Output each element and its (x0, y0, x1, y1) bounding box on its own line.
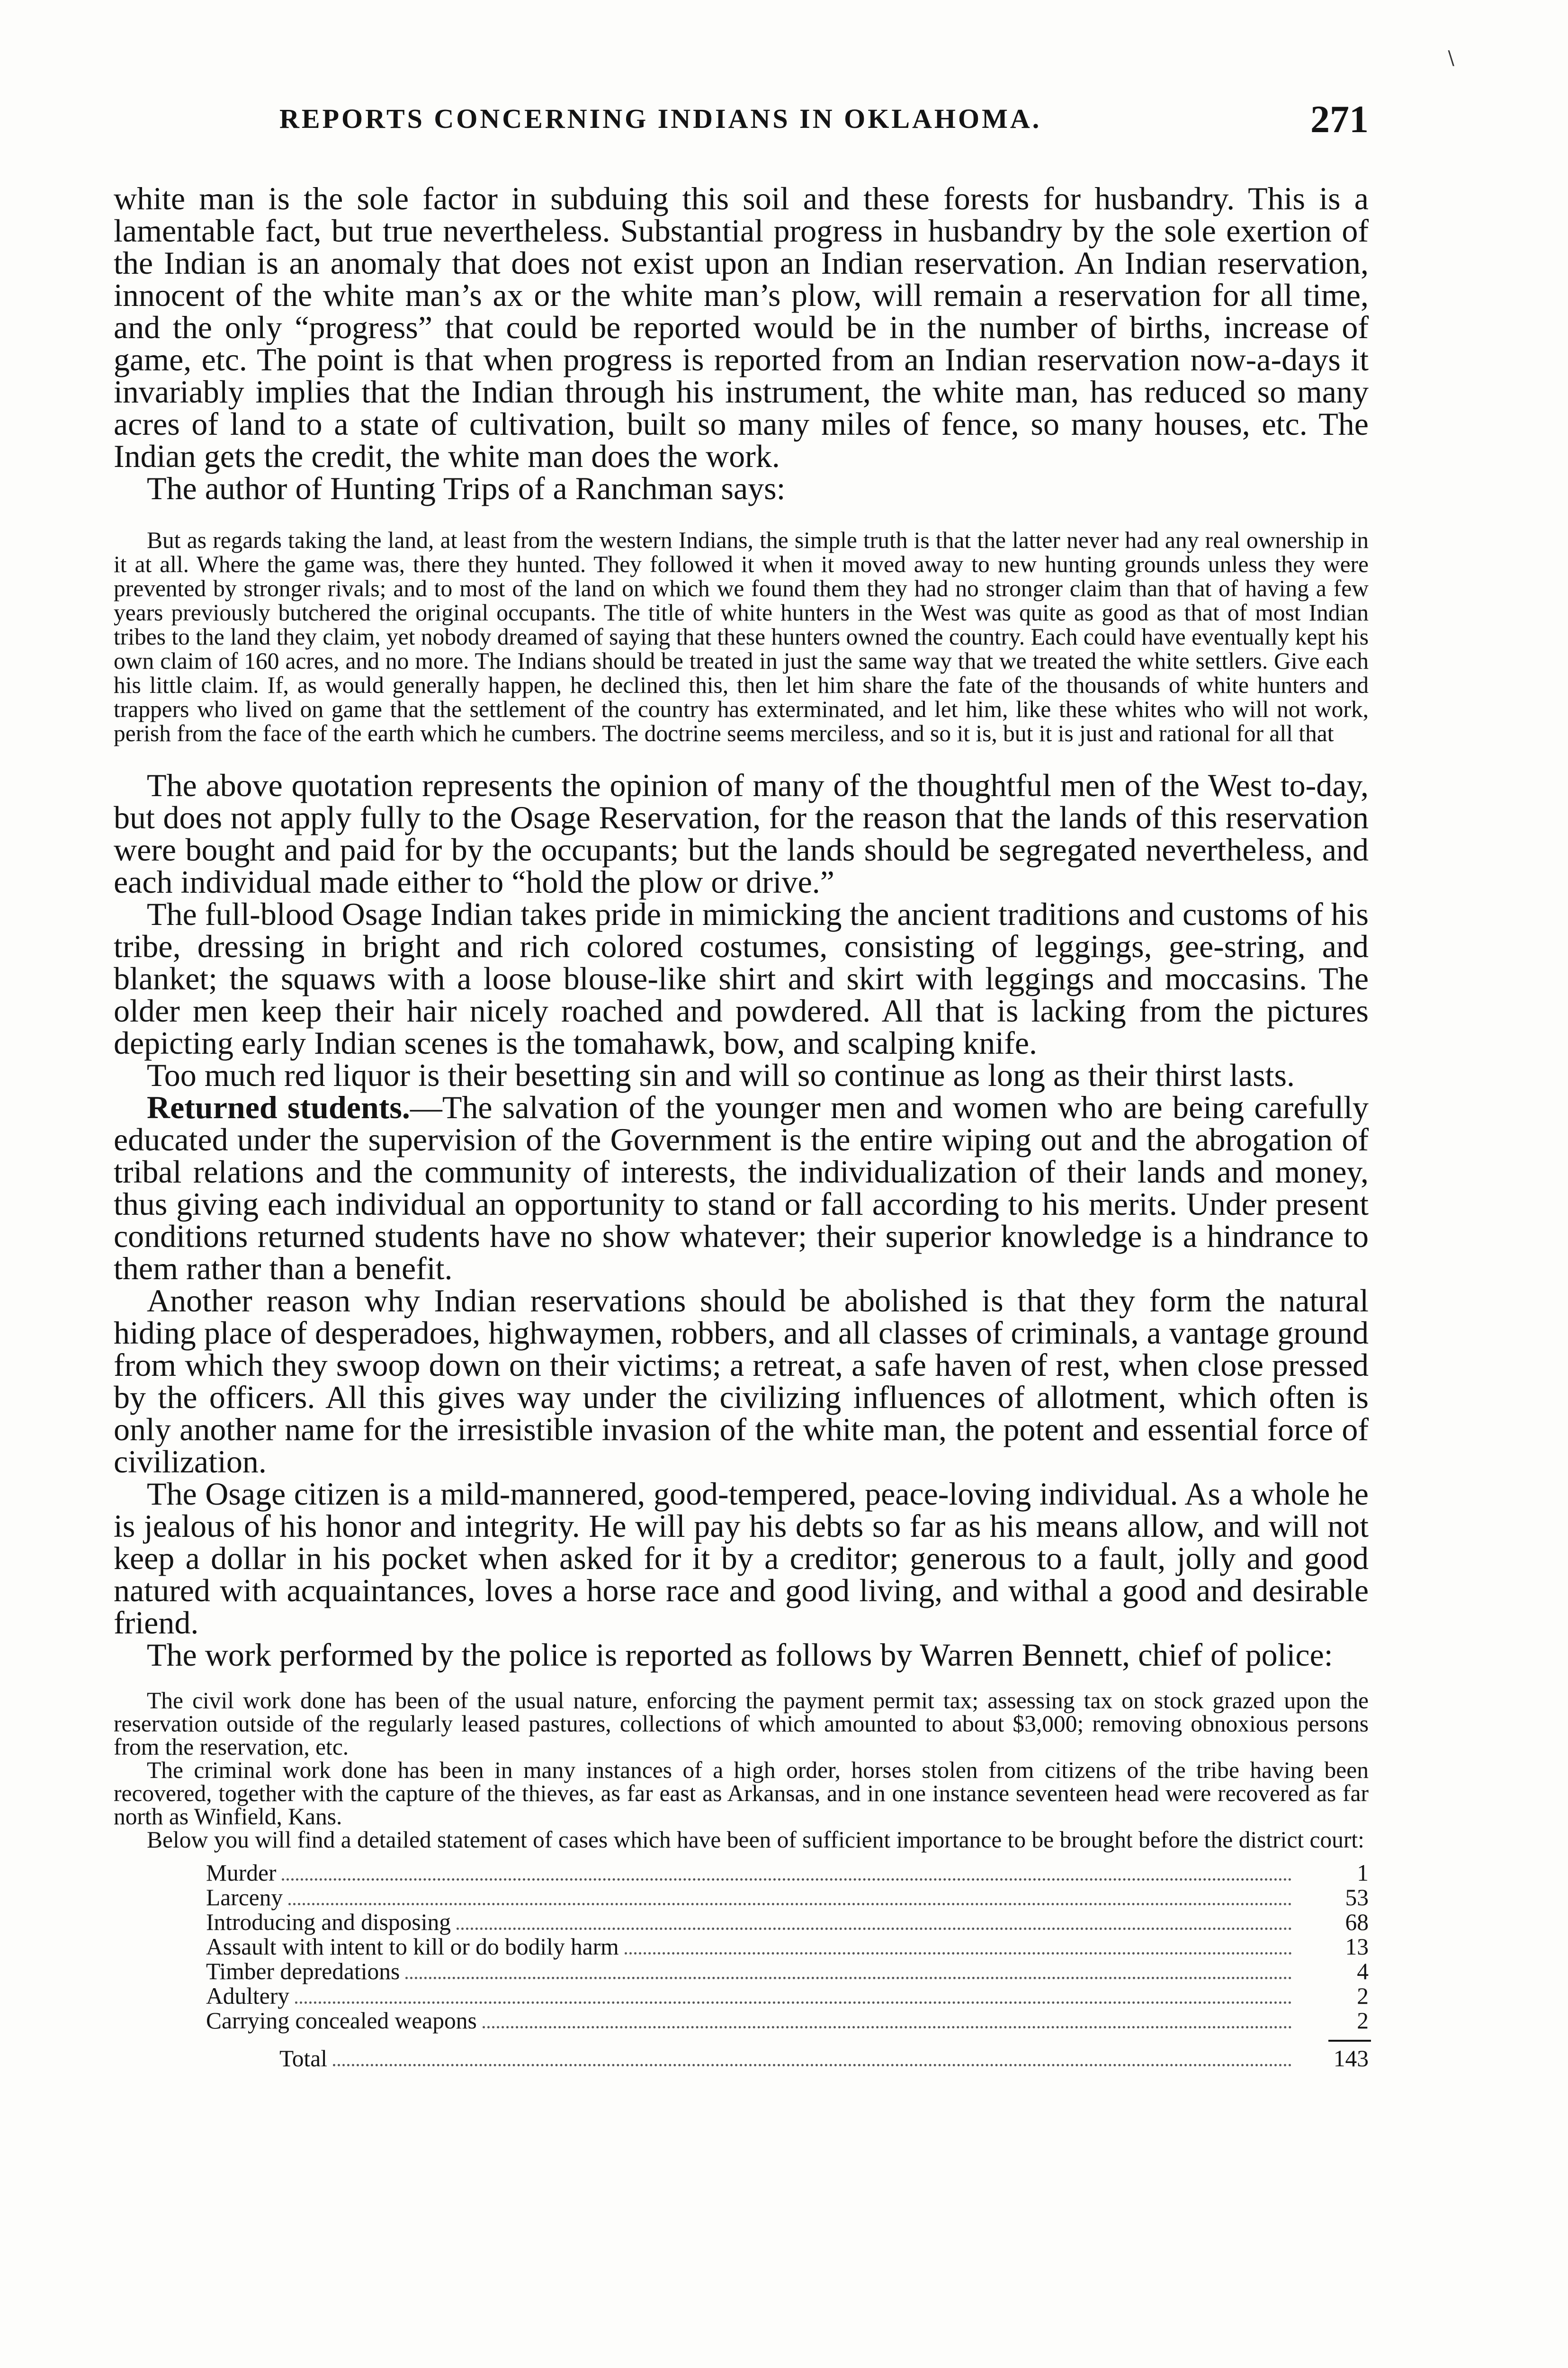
leader-dots (405, 1977, 1292, 1979)
running-head: REPORTS CONCERNING INDIANS IN OKLAHOMA. (279, 103, 1042, 134)
case-label: Introducing and disposing (206, 1909, 451, 1935)
case-count: 1 (1357, 1860, 1369, 1886)
paragraph-text: —The salvation of the younger men and women who are being carefully educated under the supervision of the Government is the entire wiping out and the abrogation of tribal relations and the community of interests, the individualization of their lands and money, thus giving each individual an opportunity to stand or fall according to his merits. Under present conditions returned students have no show whatever; their superior knowledge is a hindrance to them rather than a benefit. (114, 1089, 1369, 1286)
paragraph: The Osage citizen is a mild-mannered, good-tempered, peace-loving individual. As a whole he is jealous of his honor and integrity. He will pay his debts so far as his means allow, and will not keep a dollar in his pocket when asked for it by a creditor; generous to a fault, jolly and good natured with acquaintances, loves a horse race and good living, and withal a good and desirable friend. (114, 1476, 1369, 1641)
paragraph: white man is the sole factor in subduing this soil and these forests for husbandry. This is a lamentable fact, but true nevertheless. Substantial progress in husbandry by the sole exertion of the Indian is an anomaly that does not exist upon an Indian reservation. An Indian reservation, innocent of the white man’s ax or the white man’s plow, will remain a reservation for all time, and the only “progress” that could be reported would be in the number of births, increase of game, etc. The point is that when progress is reported from an Indian reservation now-a-days it invariably implies that the Indian through his instrument, the white man, has reduced so many acres of land to a state of cultivation, built so many miles of fence, so many houses, etc. The Indian gets the credit, the white man does the work. (114, 180, 1369, 474)
case-label: Assault with intent to kill or do bodily harm (206, 1934, 619, 1960)
case-label: Carrying concealed weapons (206, 2008, 477, 2034)
leader-dots (625, 1952, 1292, 1955)
police-report-civil: The civil work done has been of the usual nature, enforcing the payment permit tax; assessing tax on stock grazed upon the reservation outside of the regularly leased pastures, collections of which amounted to about $3,000; removing obnoxious persons from the reservation, etc. (114, 1687, 1369, 1760)
case-label: Larceny (206, 1884, 283, 1911)
leader-dots (483, 2026, 1292, 2028)
paragraph: The above quotation represents the opinion of many of the thoughtful men of the West to-day, but does not apply fully to the Osage Reservation, for the reason that the lands of this reservation were bought and paid for by the occupants; but the lands should be segregated nevertheless, and each individual made either to “hold the plow or drive.” (114, 767, 1369, 900)
leader-dots (457, 1928, 1292, 1930)
table-row (206, 1985, 1369, 2009)
leader-dots (288, 1903, 1292, 1905)
cases-table (114, 1862, 1369, 2034)
table-row (206, 1911, 1369, 1936)
table-row (206, 2009, 1369, 2034)
case-count: 2 (1357, 2008, 1369, 2034)
paragraph: Another reason why Indian reservations should be abolished is that they form the natural hiding place of desperadoes, highwaymen, robbers, and all classes of criminals, a vantage ground from which they swoop down on their victims; a retreat, a safe haven of rest, when close pressed by the officers. All this gives way under the civilizing influences of allotment, which often is only another name for the irresistible invasion of the white man, the potent and essential force of civilization. (114, 1283, 1369, 1480)
total-label: Total (279, 2045, 328, 2072)
paragraph: Too much red liquor is their besetting sin and will so continue as long as their thirst lasts. (147, 1057, 1295, 1093)
total-row (279, 2047, 1369, 2072)
table-row (206, 1936, 1369, 1960)
stray-mark: \ (1448, 47, 1454, 69)
paragraph: The full-blood Osage Indian takes pride in mimicking the ancient traditions and customs of his tribe, dressing in bright and rich colored costumes, consisting of leggings, gee-string, and blanket; the squaws with a loose blouse-like shirt and skirt with leggings and moccasins. The older men keep their hair nicely roached and powdered. All that is lacking from the pictures depicting early Indian scenes is the tomahawk, bow, and scalping knife. (114, 896, 1369, 1061)
paragraph: The author of Hunting Trips of a Ranchman says: (147, 470, 786, 506)
case-count: 53 (1345, 1884, 1369, 1911)
leader-dots (295, 2001, 1292, 2004)
case-count: 13 (1345, 1934, 1369, 1960)
case-label: Adultery (206, 1983, 289, 2009)
leader-dots (282, 1878, 1292, 1881)
page-number: 271 (1310, 98, 1369, 141)
case-label: Murder (206, 1860, 277, 1886)
case-count: 68 (1345, 1909, 1369, 1935)
paragraph-returned-students (114, 1091, 1369, 1284)
leader-dots (333, 2064, 1292, 2066)
table-row (206, 1886, 1369, 1911)
table-row (206, 1960, 1369, 1985)
total-count: 143 (1333, 2045, 1369, 2072)
case-label: Timber depredations (206, 1958, 400, 1984)
body-text (114, 182, 1369, 2072)
page-header (279, 97, 1369, 140)
case-count: 4 (1357, 1958, 1369, 1984)
total-rule (1328, 2040, 1371, 2042)
police-report-criminal: The criminal work done has been in many instances of a high order, horses stolen from citizens of the tribe having been recovered, together with the capture of the thieves, as far east as Arkansas, and in one instance seventeen head were recovered as far north as Winfield, Kans. (114, 1757, 1369, 1830)
block-quote: But as regards taking the land, at least from the western Indians, the simple truth is that the latter never had any real ownership in it at all. Where the game was, there they hunted. They followed it when it moved away to new hunting grounds unless they were prevented by stronger rivals; and to most of the land on which we found them they had no stronger claim than that of having a few years previously butchered the original occupants. The title of white hunters in the West was quite as good as that of most Indian tribes to the land they claim, yet nobody dreamed of saying that these hunters owned the country. Each could have eventually kept his own claim of 160 acres, and no more. The Indians should be treated in just the same way that we treated the white settlers. Give each his little claim. If, as would generally happen, he declined this, then let him share the fate of the thousands of white hunters and trappers who lived on game that the settlement of the country has exterminated, and let him, like these whites who will not work, perish from the face of the earth which he cumbers. The doctrine seems merciless, and so it is, but it is just and rational for all that (114, 527, 1369, 746)
table-row (206, 1862, 1369, 1886)
case-count: 2 (1357, 1983, 1369, 2009)
paragraph: The work performed by the police is reported as follows by Warren Bennett, chief of police: (147, 1637, 1333, 1673)
section-heading: Returned students. (147, 1089, 410, 1125)
police-report-intro: Below you will find a detailed statement of cases which have been of sufficient importance to be brought before the district court: (147, 1827, 1364, 1853)
